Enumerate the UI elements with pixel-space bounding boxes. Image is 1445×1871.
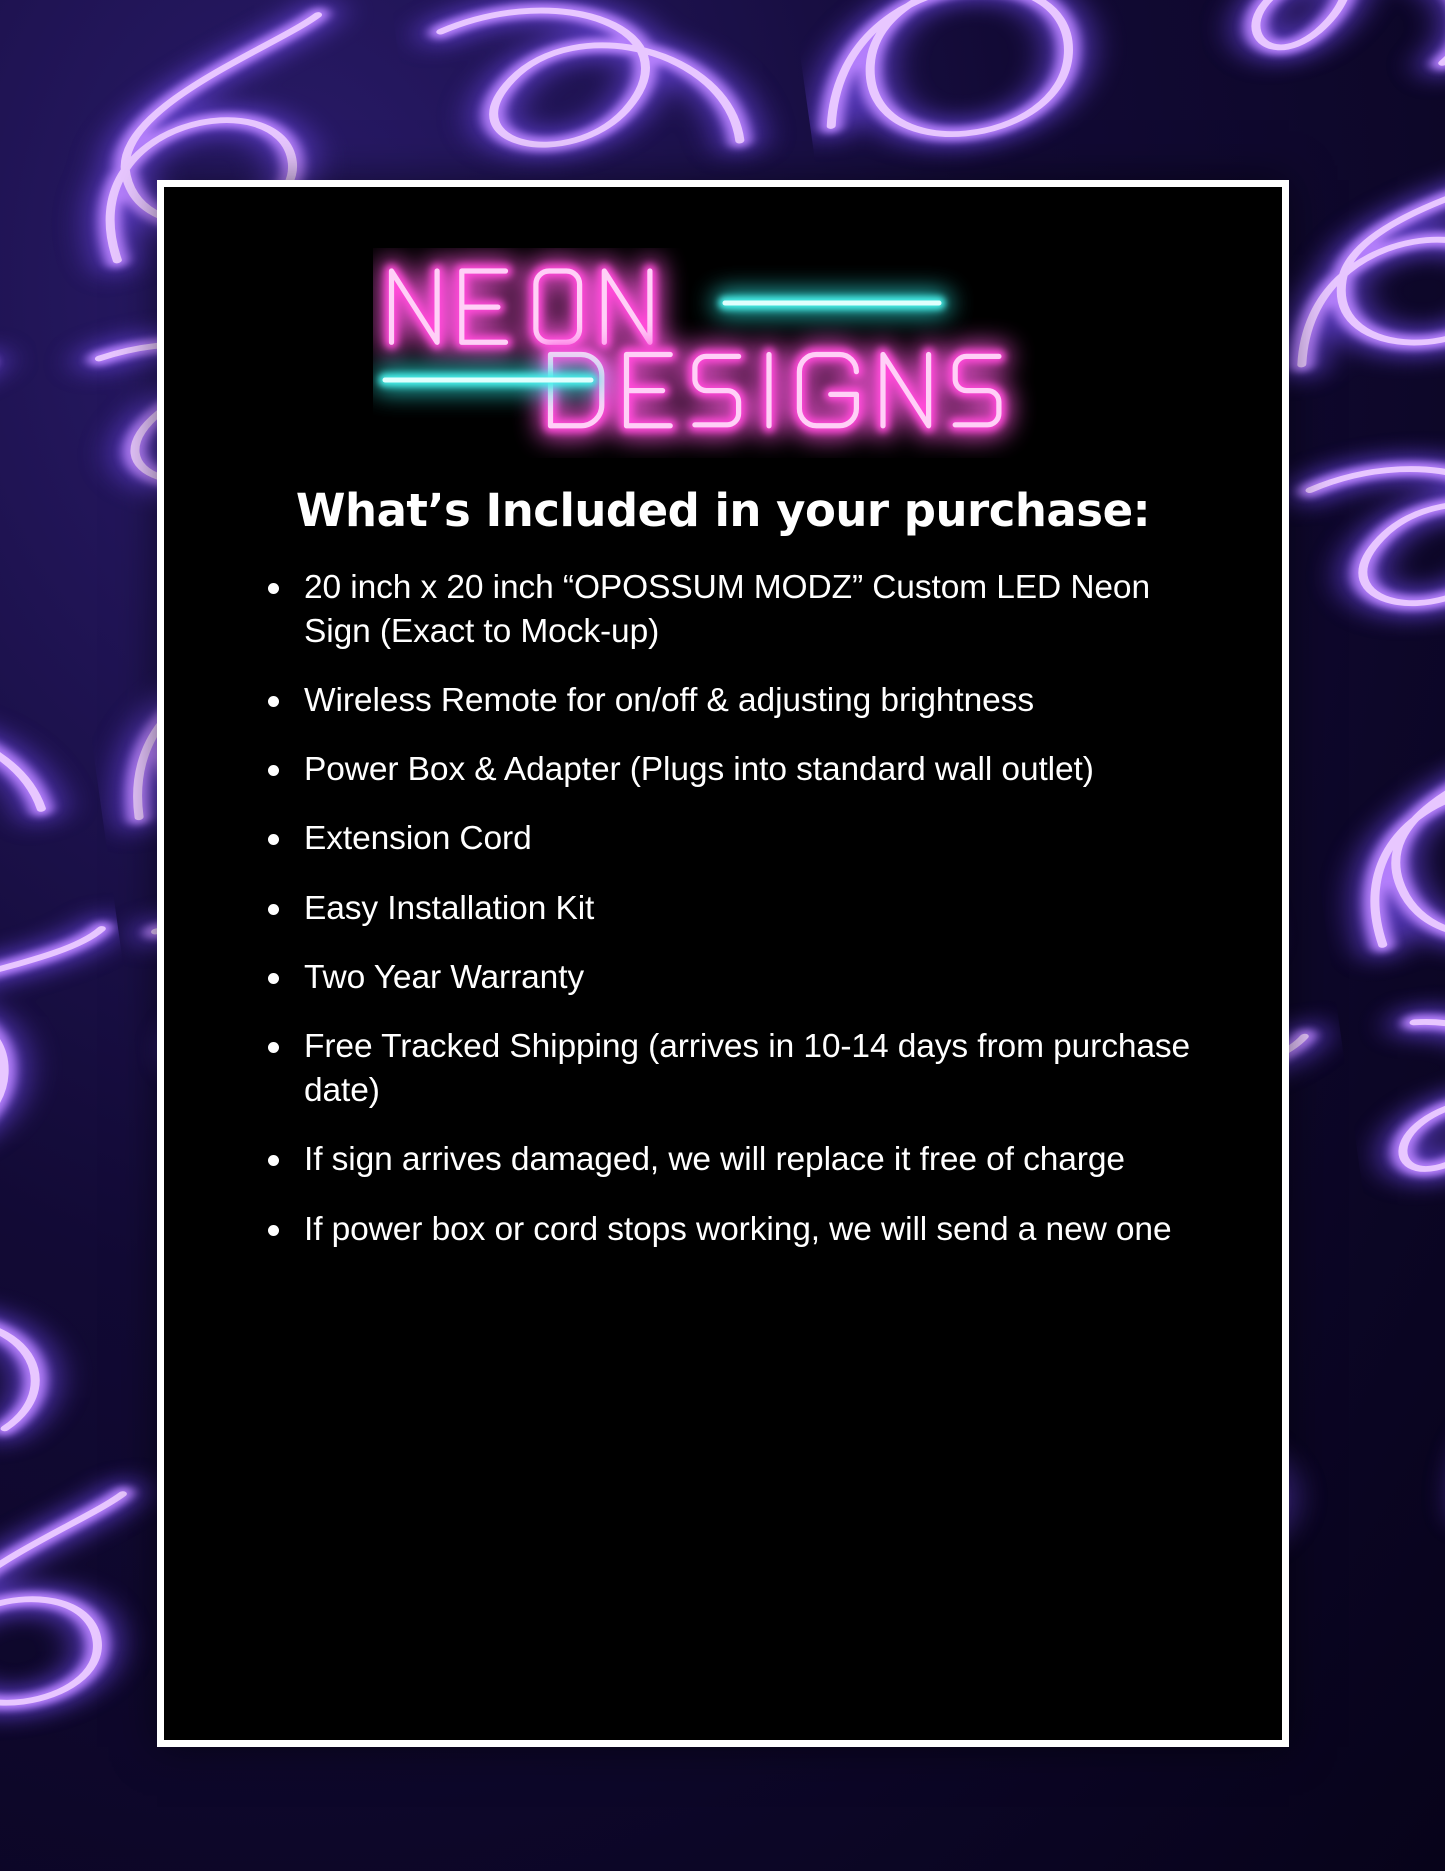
list-item: [264, 748, 1214, 792]
list-item: [264, 1025, 1214, 1113]
list-item-label: Two Year Warranty: [304, 958, 585, 996]
bullet-dot-icon: [268, 1155, 279, 1166]
bullet-dot-icon: [268, 973, 279, 984]
list-item: [264, 887, 1214, 931]
bullet-dot-icon: [268, 904, 279, 915]
included-items-list: [218, 566, 1228, 1252]
neon-designs-logo: [218, 245, 1228, 460]
list-item-label: Free Tracked Shipping (arrives in 10-14 days from purchase date): [304, 1028, 1191, 1110]
page-title: What’s Included in your purchase:: [295, 484, 1151, 537]
list-item-label: 20 inch x 20 inch “OPOSSUM MODZ” Custom LED Neon Sign (Exact to Mock-up): [304, 568, 1150, 650]
list-item: [264, 679, 1214, 723]
bullet-dot-icon: [268, 1042, 279, 1053]
list-item-label: Easy Installation Kit: [304, 889, 595, 927]
list-item: [264, 956, 1214, 1000]
content-card: [164, 187, 1282, 1740]
bullet-dot-icon: [268, 1225, 279, 1236]
list-item: [264, 566, 1214, 654]
bullet-dot-icon: [268, 583, 279, 594]
list-item-label: Power Box & Adapter (Plugs into standard wall outlet): [304, 751, 1094, 789]
content-card-frame: [157, 180, 1289, 1747]
list-item-label: Extension Cord: [304, 820, 532, 858]
list-item-label: If sign arrives damaged, we will replace it free of charge: [304, 1141, 1125, 1179]
bullet-dot-icon: [268, 696, 279, 707]
list-item-label: If power box or cord stops working, we will send a new one: [304, 1210, 1172, 1248]
bullet-dot-icon: [268, 765, 279, 776]
list-item: [264, 1208, 1214, 1252]
list-item-label: Wireless Remote for on/off & adjusting brightness: [304, 681, 1034, 719]
bullet-dot-icon: [268, 834, 279, 845]
list-item: [264, 817, 1214, 861]
list-item: [264, 1138, 1214, 1182]
